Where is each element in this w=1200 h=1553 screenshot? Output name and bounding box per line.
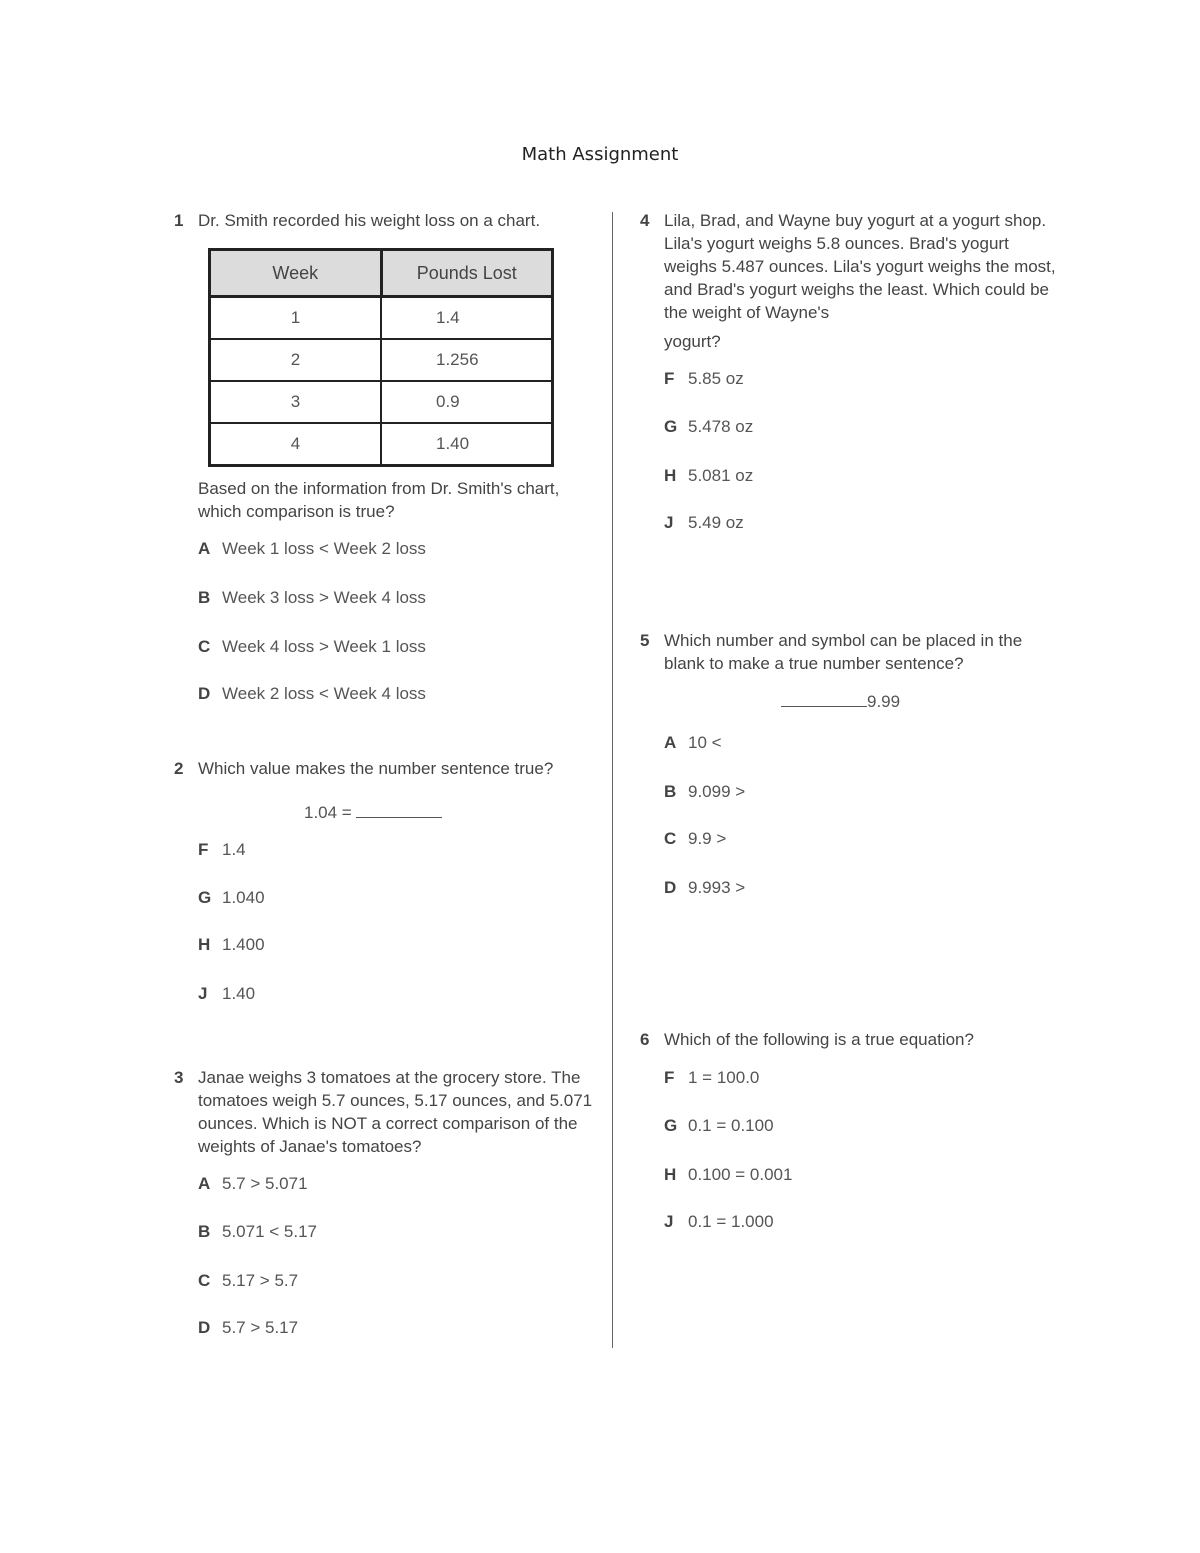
answer-blank: [781, 692, 867, 707]
question-5-number: 5: [640, 631, 650, 650]
table-cell-pounds: 0.9: [381, 381, 553, 423]
question-4-text-end: yogurt?: [664, 332, 721, 351]
question-6-option-j[interactable]: J 0.1 = 1.000: [664, 1212, 774, 1231]
table-cell-week: 4: [210, 423, 382, 466]
answer-blank: [356, 803, 442, 818]
question-5-equation: 9.99: [781, 692, 900, 712]
table-header-pounds-lost: Pounds Lost: [381, 250, 553, 297]
question-5-option-b[interactable]: B 9.099 >: [664, 782, 746, 801]
table-cell-pounds: 1.4: [381, 297, 553, 340]
table-header-week: Week: [210, 250, 382, 297]
question-3-option-c[interactable]: C 5.17 > 5.7: [198, 1271, 299, 1290]
question-4-option-h[interactable]: H 5.081 oz: [664, 466, 754, 485]
question-1-option-d[interactable]: D Week 2 loss < Week 4 loss: [198, 684, 426, 703]
question-3-option-b[interactable]: B 5.071 < 5.17: [198, 1222, 318, 1241]
question-4-option-j[interactable]: J 5.49 oz: [664, 513, 744, 532]
table-row: [210, 297, 553, 340]
page-title: Math Assignment: [521, 144, 679, 165]
question-6-number: 6: [640, 1030, 650, 1049]
table-cell-pounds: 1.256: [381, 339, 553, 381]
question-6-text: Which of the following is a true equation?: [664, 1030, 974, 1049]
table-row: [210, 423, 553, 466]
question-5-option-a[interactable]: A 10 <: [664, 733, 722, 752]
question-2-number: 2: [174, 759, 184, 778]
question-6-option-f[interactable]: F 1 = 100.0: [664, 1068, 760, 1087]
question-4-option-g[interactable]: G 5.478 oz: [664, 417, 754, 436]
question-2-option-g[interactable]: G 1.040: [198, 888, 265, 907]
question-3-option-a[interactable]: A 5.7 > 5.071: [198, 1174, 308, 1193]
question-4-number: 4: [640, 211, 650, 230]
question-1-option-c[interactable]: C Week 4 loss > Week 1 loss: [198, 637, 426, 656]
question-5-option-c[interactable]: C 9.9 >: [664, 829, 727, 848]
question-5-option-d[interactable]: D 9.993 >: [664, 878, 746, 897]
question-6-option-h[interactable]: H 0.100 = 0.001: [664, 1165, 793, 1184]
column-divider: [612, 212, 613, 1348]
question-1-text: Dr. Smith recorded his weight loss on a chart.: [198, 211, 541, 230]
table-header-row: [210, 250, 553, 297]
question-3-option-d[interactable]: D 5.7 > 5.17: [198, 1318, 299, 1337]
question-1-option-a[interactable]: A Week 1 loss < Week 2 loss: [198, 539, 426, 558]
table-row: [210, 339, 553, 381]
question-6-option-g[interactable]: G 0.1 = 0.100: [664, 1116, 774, 1135]
question-1-prompt: Based on the information from Dr. Smith's chart, which comparison is true?: [198, 479, 560, 521]
table-row: [210, 381, 553, 423]
weight-loss-table: [208, 248, 554, 467]
question-4-text: Lila, Brad, and Wayne buy yogurt at a yogurt shop. Lila's yogurt weighs 5.8 ounces. Brad's yogurt weighs 5.487 ounces. Lila's yogurt weighs the most, and Brad's yogurt weighs the least. Which could be the weight of Wayne's: [664, 211, 1056, 322]
question-2-equation: 1.04 =: [304, 803, 442, 823]
question-4-option-f[interactable]: F 5.85 oz: [664, 369, 744, 388]
question-2-option-j[interactable]: J 1.40: [198, 984, 256, 1003]
table-cell-week: 2: [210, 339, 382, 381]
question-1-option-b[interactable]: B Week 3 loss > Week 4 loss: [198, 588, 426, 607]
table-cell-week: 1: [210, 297, 382, 340]
question-3-number: 3: [174, 1068, 184, 1087]
question-2-text: Which value makes the number sentence true?: [198, 759, 554, 778]
question-2-option-h[interactable]: H 1.400: [198, 935, 265, 954]
question-5-text: Which number and symbol can be placed in the blank to make a true number sentence?: [664, 631, 1023, 673]
table-cell-week: 3: [210, 381, 382, 423]
question-3-text: Janae weighs 3 tomatoes at the grocery store. The tomatoes weigh 5.7 ounces, 5.17 ounces, and 5.071 ounces. Which is NOT a correct comparison of the weights of Janae's tomatoes?: [198, 1068, 593, 1156]
question-2-option-f[interactable]: F 1.4: [198, 840, 246, 859]
table-cell-pounds: 1.40: [381, 423, 553, 466]
question-1-number: 1: [174, 211, 184, 230]
